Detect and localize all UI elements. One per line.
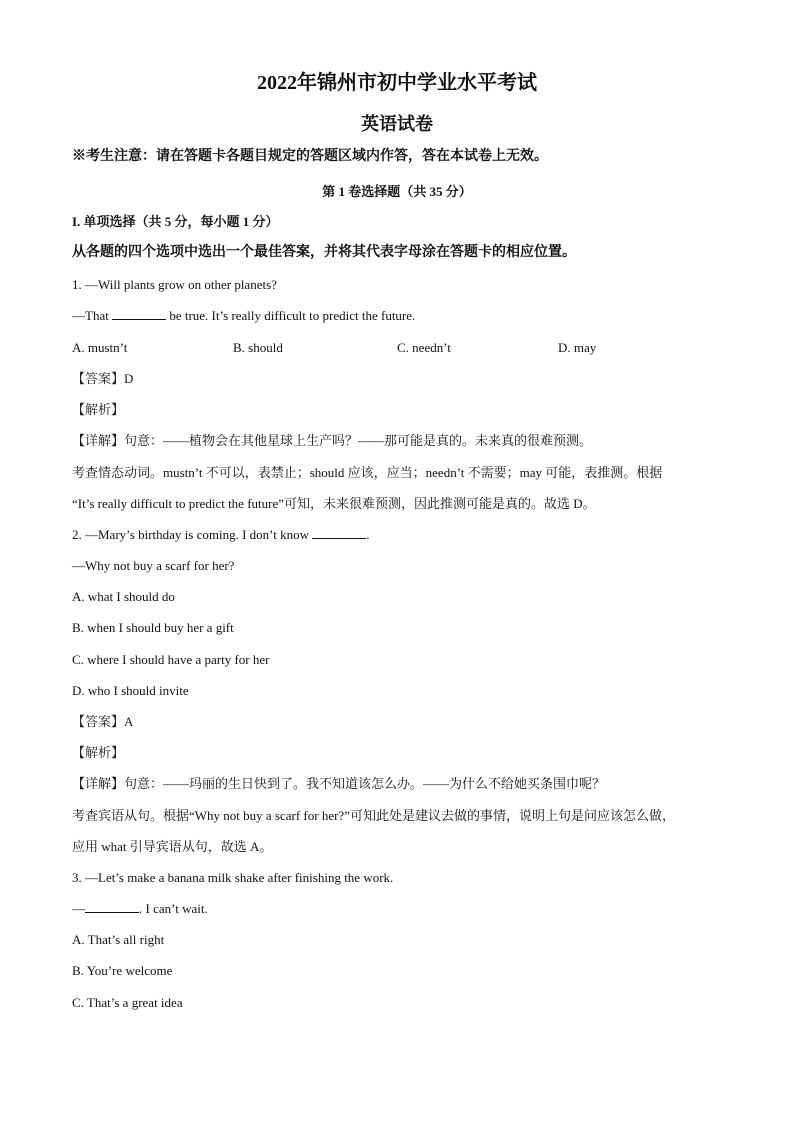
q2-stem-post: . [366,527,370,542]
q1-blank [112,307,166,320]
q2-stem-pre: 2. —Mary’s birthday is coming. I don’t know [72,527,309,542]
q1-detail: 【详解】句意：——植物会在其他星球上生产吗？——那可能是真的。未来真的很难预测。 [72,433,593,448]
q2-blank [312,526,366,539]
q2-option-b: B. when I should buy her a gift [72,620,234,635]
q1-response-pre: —That [72,308,109,323]
q3-response-pre: — [72,901,85,916]
q3-option-b: B. You’re welcome [72,963,173,978]
candidate-notice: ※考生注意：请在答题卡各题目规定的答题区域内作答，答在本试卷上无效。 [72,149,548,164]
q2-explanation-1: 考查宾语从句。根据“Why not buy a scarf for her?”可知此处是建议去做的事情，说明上句是问应该怎么做， [72,808,675,823]
q2-detail: 【详解】句意：——玛丽的生日快到了。我不知道该怎么办。——为什么不给她买条围巾呢？ [72,776,606,791]
q2-option-a: A. what I should do [72,589,175,604]
q1-answer: 【答案】D [72,371,134,386]
q2-analysis-label: 【解析】 [72,745,125,760]
q1-option-d: D. may [558,340,597,355]
q2-option-c: C. where I should have a party for her [72,652,270,667]
q3-option-c: C. That’s a great idea [72,995,183,1010]
q3-stem: 3. —Let’s make a banana milk shake after finishing the work. [72,870,394,885]
q1-response-post: be true. It’s really difficult to predict the future. [169,308,416,323]
q2-answer: 【答案】A [72,714,134,729]
q3-option-a: A. That’s all right [72,932,165,947]
exam-subtitle: 英语试卷 [361,114,433,134]
q2-response: —Why not buy a scarf for her? [72,558,235,573]
q1-option-b: B. should [233,340,283,355]
q3-response-post: . I can’t wait. [139,901,208,916]
part-instruction: 从各题的四个选项中选出一个最佳答案，并将其代表字母涂在答题卡的相应位置。 [72,245,576,260]
part-heading: I. 单项选择（共 5 分，每小题 1 分） [72,214,279,229]
q1-explanation-1: 考查情态动词。mustn’t 不可以，表禁止；should 应该，应当；needn’t 不需要；may 可能，表推测。根据 [72,465,663,480]
q1-analysis-label: 【解析】 [72,402,125,417]
q2-stem [72,526,370,544]
q1-stem: 1. —Will plants grow on other planets? [72,277,277,292]
q1-option-a: A. mustn’t [72,340,128,355]
q2-explanation-2: 应用 what 引导宾语从句，故选 A。 [72,839,273,854]
exam-title: 2022年锦州市初中学业水平考试 [257,72,537,94]
q3-response [72,900,208,918]
section-heading: 第 1 卷选择题（共 35 分） [322,184,472,199]
q1-response [72,307,415,325]
q1-option-c: C. needn’t [397,340,451,355]
q2-option-d: D. who I should invite [72,683,189,698]
q3-blank [85,900,139,913]
q1-explanation-2: “It’s really difficult to predict the future”可知，未来很难预测，因此推测可能是真的。故选 D。 [72,496,596,511]
